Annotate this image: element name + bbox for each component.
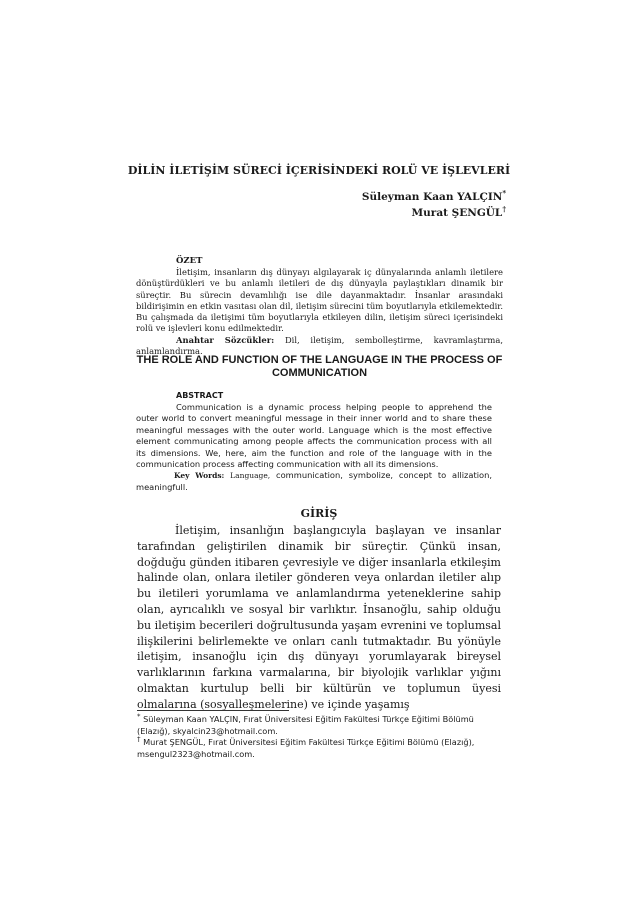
footnote-1: [137, 714, 503, 737]
abstract-keywords-label: Key Words:: [174, 471, 225, 481]
author-2-footnote-mark[interactable]: †: [502, 204, 506, 214]
author-1: [361, 188, 506, 203]
abstract-keywords-first: Language,: [230, 471, 271, 481]
footnote-2-text: Murat ŞENGÜL, Fırat Üniversitesi Eğitim Fakültesi Türkçe Eğitimi Bölümü (Elazığ), msengul2323@hotmail.com.: [137, 737, 475, 759]
giris-text: İletişim, insanlığın başlangıcıyla başlayan ve insanlar tarafından geliştirilen dinamik bir süreçtir. Çünkü insan, doğduğu günden itibaren çevresiyle ve diğer insanlarla etkileşim halinde olan, onlara iletiler gönderen veya onlardan iletiler alıp bu iletileri yorumlama ve anlamlandırma yeteneklerine sahip olan, ayrıcalıklı ve sosyal bir varlıktır. İnsanoğlu, sahip olduğu bu iletişim becerileri doğrultusunda yaşam evrenini ve toplumsal ilişkilerini belirlemekte ve onları canlı tutmaktadır. Bu yönüyle iletişim, insanoğlu için dış dünyayı yorumlayarak bireysel varlıklarının farkına varmalarına, bir biyolojik varlıklar yığını olmaktan kurtulup belli bir kültürün ve toplumun üyesi olmalarına (sosyalleşmelerine) ve içinde yaşamış: [137, 524, 501, 711]
paper-title: DİLİN İLETİŞİM SÜRECİ İÇERİSİNDEKİ ROLÜ VE İŞLEVLERİ: [127, 164, 511, 177]
abstract-section: [136, 402, 492, 493]
footnote-1-mark: *: [137, 712, 141, 721]
english-title: THE ROLE AND FUNCTION OF THE LANGUAGE IN THE PROCESS OF COMMUNICATION: [136, 354, 503, 379]
ozet-keywords-list: Dil, iletişim, sembolleştirme, kavramlaştırma, anlamlandırma.: [136, 334, 504, 357]
abstract-heading: ABSTRACT: [176, 391, 224, 400]
ozet-text: İletişim, insanların dış dünyayı algılayarak iç dünyalarında anlamlı iletilere dönüştürdükleri ve bu anlamlı iletileri de dış dünyayla paylaştıkları dinamik bir süreçtir. Bu sürecin devamlılığı ise dile dayanmaktadır. İnsanlar arasındaki bildirişimin en etkin vasıtası olan dil, iletişim sürecini tüm boyutlarıyla etkilemektedir. Bu çalışmada da iletişimi tüm boyutlarıyla etkileyen dilin, iletişim süreci içerisindeki rolü ve işlevleri konu edilmektedir.: [136, 267, 503, 334]
ozet-keywords-label: Anahtar Sözcükler:: [176, 334, 275, 345]
footnote-1-text: Süleyman Kaan YALÇIN, Fırat Üniversitesi Eğitim Fakültesi Türkçe Eğitimi Bölümü (Elazığ), skyalcin23@hotmail.com.: [137, 714, 474, 736]
footnote-2: [137, 737, 503, 760]
footnote-rule: [137, 710, 289, 711]
ozet-section: [136, 267, 503, 357]
footnotes: [137, 714, 503, 760]
abstract-text: Communication is a dynamic process helping people to apprehend the outer world to convert meaningful message in their inner world and to share these meaningful messages with the outer world. Language which is the most effective element communicating among people affects the communication process with all its dimensions. We, here, aim the function and role of the language with in the communication process affecting communication with all its dimensions.: [136, 402, 492, 470]
abstract-keywords-list: communication, symbolize, concept to allization, meaningfull.: [136, 470, 492, 492]
author-1-name: Süleyman Kaan YALÇIN: [361, 191, 503, 203]
footnote-2-mark: †: [137, 735, 141, 744]
author-2-name: Murat ŞENGÜL: [411, 207, 503, 219]
ozet-heading: ÖZET: [176, 256, 203, 266]
giris-heading: GİRİŞ: [300, 507, 338, 520]
author-2: [411, 204, 506, 219]
abstract-keywords: [136, 470, 492, 493]
author-1-footnote-mark[interactable]: *: [502, 188, 506, 198]
giris-body: [137, 523, 501, 713]
